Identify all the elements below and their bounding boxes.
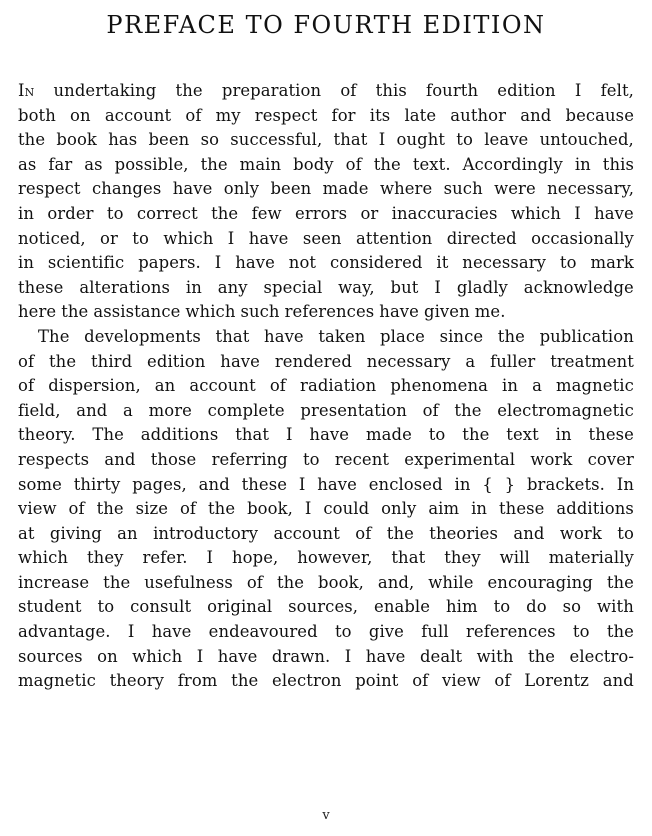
text-line: The developments that have taken place since the publication	[38, 326, 634, 346]
text-line: in scientific papers. I have not considered it necessary to mark	[18, 253, 634, 273]
text-line: magnetic theory from the electron point of view of Lorentz and	[18, 671, 634, 691]
text-line: the book has been so successful, that I ought to leave untouched,	[18, 130, 634, 150]
text-line: theory. The additions that I have made to the text in these	[18, 425, 634, 445]
text-line: of the third edition have rendered necessary a fuller treatment	[18, 351, 634, 371]
text-line: noticed, or to which I have seen attention directed occasionally	[18, 228, 634, 248]
text-line: advantage. I have endeavoured to give full references to the	[18, 622, 634, 642]
text-line: of dispersion, an account of radiation phenomena in a magnetic	[18, 376, 634, 396]
page-title: PREFACE TO FOURTH EDITION	[106, 11, 546, 39]
text-line: In undertaking the preparation of this fourth edition I felt,	[18, 81, 634, 100]
text-line: in order to correct the few errors or inaccuracies which I have	[18, 203, 634, 223]
text-line: which they refer. I hope, however, that they will materially	[18, 548, 634, 568]
text-line: increase the usefulness of the book, and, while encouraging the	[18, 572, 634, 592]
text-line: view of the size of the book, I could only aim in these additions	[18, 499, 634, 519]
text-line: student to consult original sources, enable him to do so with	[18, 597, 634, 617]
text-line: respects and those referring to recent experimental work cover	[18, 449, 634, 469]
body-text	[18, 79, 634, 694]
text-line: these alterations in any special way, but I gladly acknowledge	[18, 277, 634, 297]
text-line: sources on which I have drawn. I have dealt with the electro-	[18, 646, 634, 666]
text-line: respect changes have only been made where such were necessary,	[18, 179, 634, 199]
text-line: some thirty pages, and these I have enclosed in { } brackets. In	[18, 474, 634, 494]
text-line: here the assistance which such references have given me.	[18, 302, 506, 322]
text-line: both on account of my respect for its late author and because	[18, 105, 634, 125]
text-line: field, and a more complete presentation of the electromagnetic	[18, 400, 634, 420]
text-line: at giving an introductory account of the theories and work to	[18, 523, 634, 543]
page-number: v	[322, 808, 330, 823]
text-line: as far as possible, the main body of the text. Accordingly in this	[18, 154, 634, 174]
